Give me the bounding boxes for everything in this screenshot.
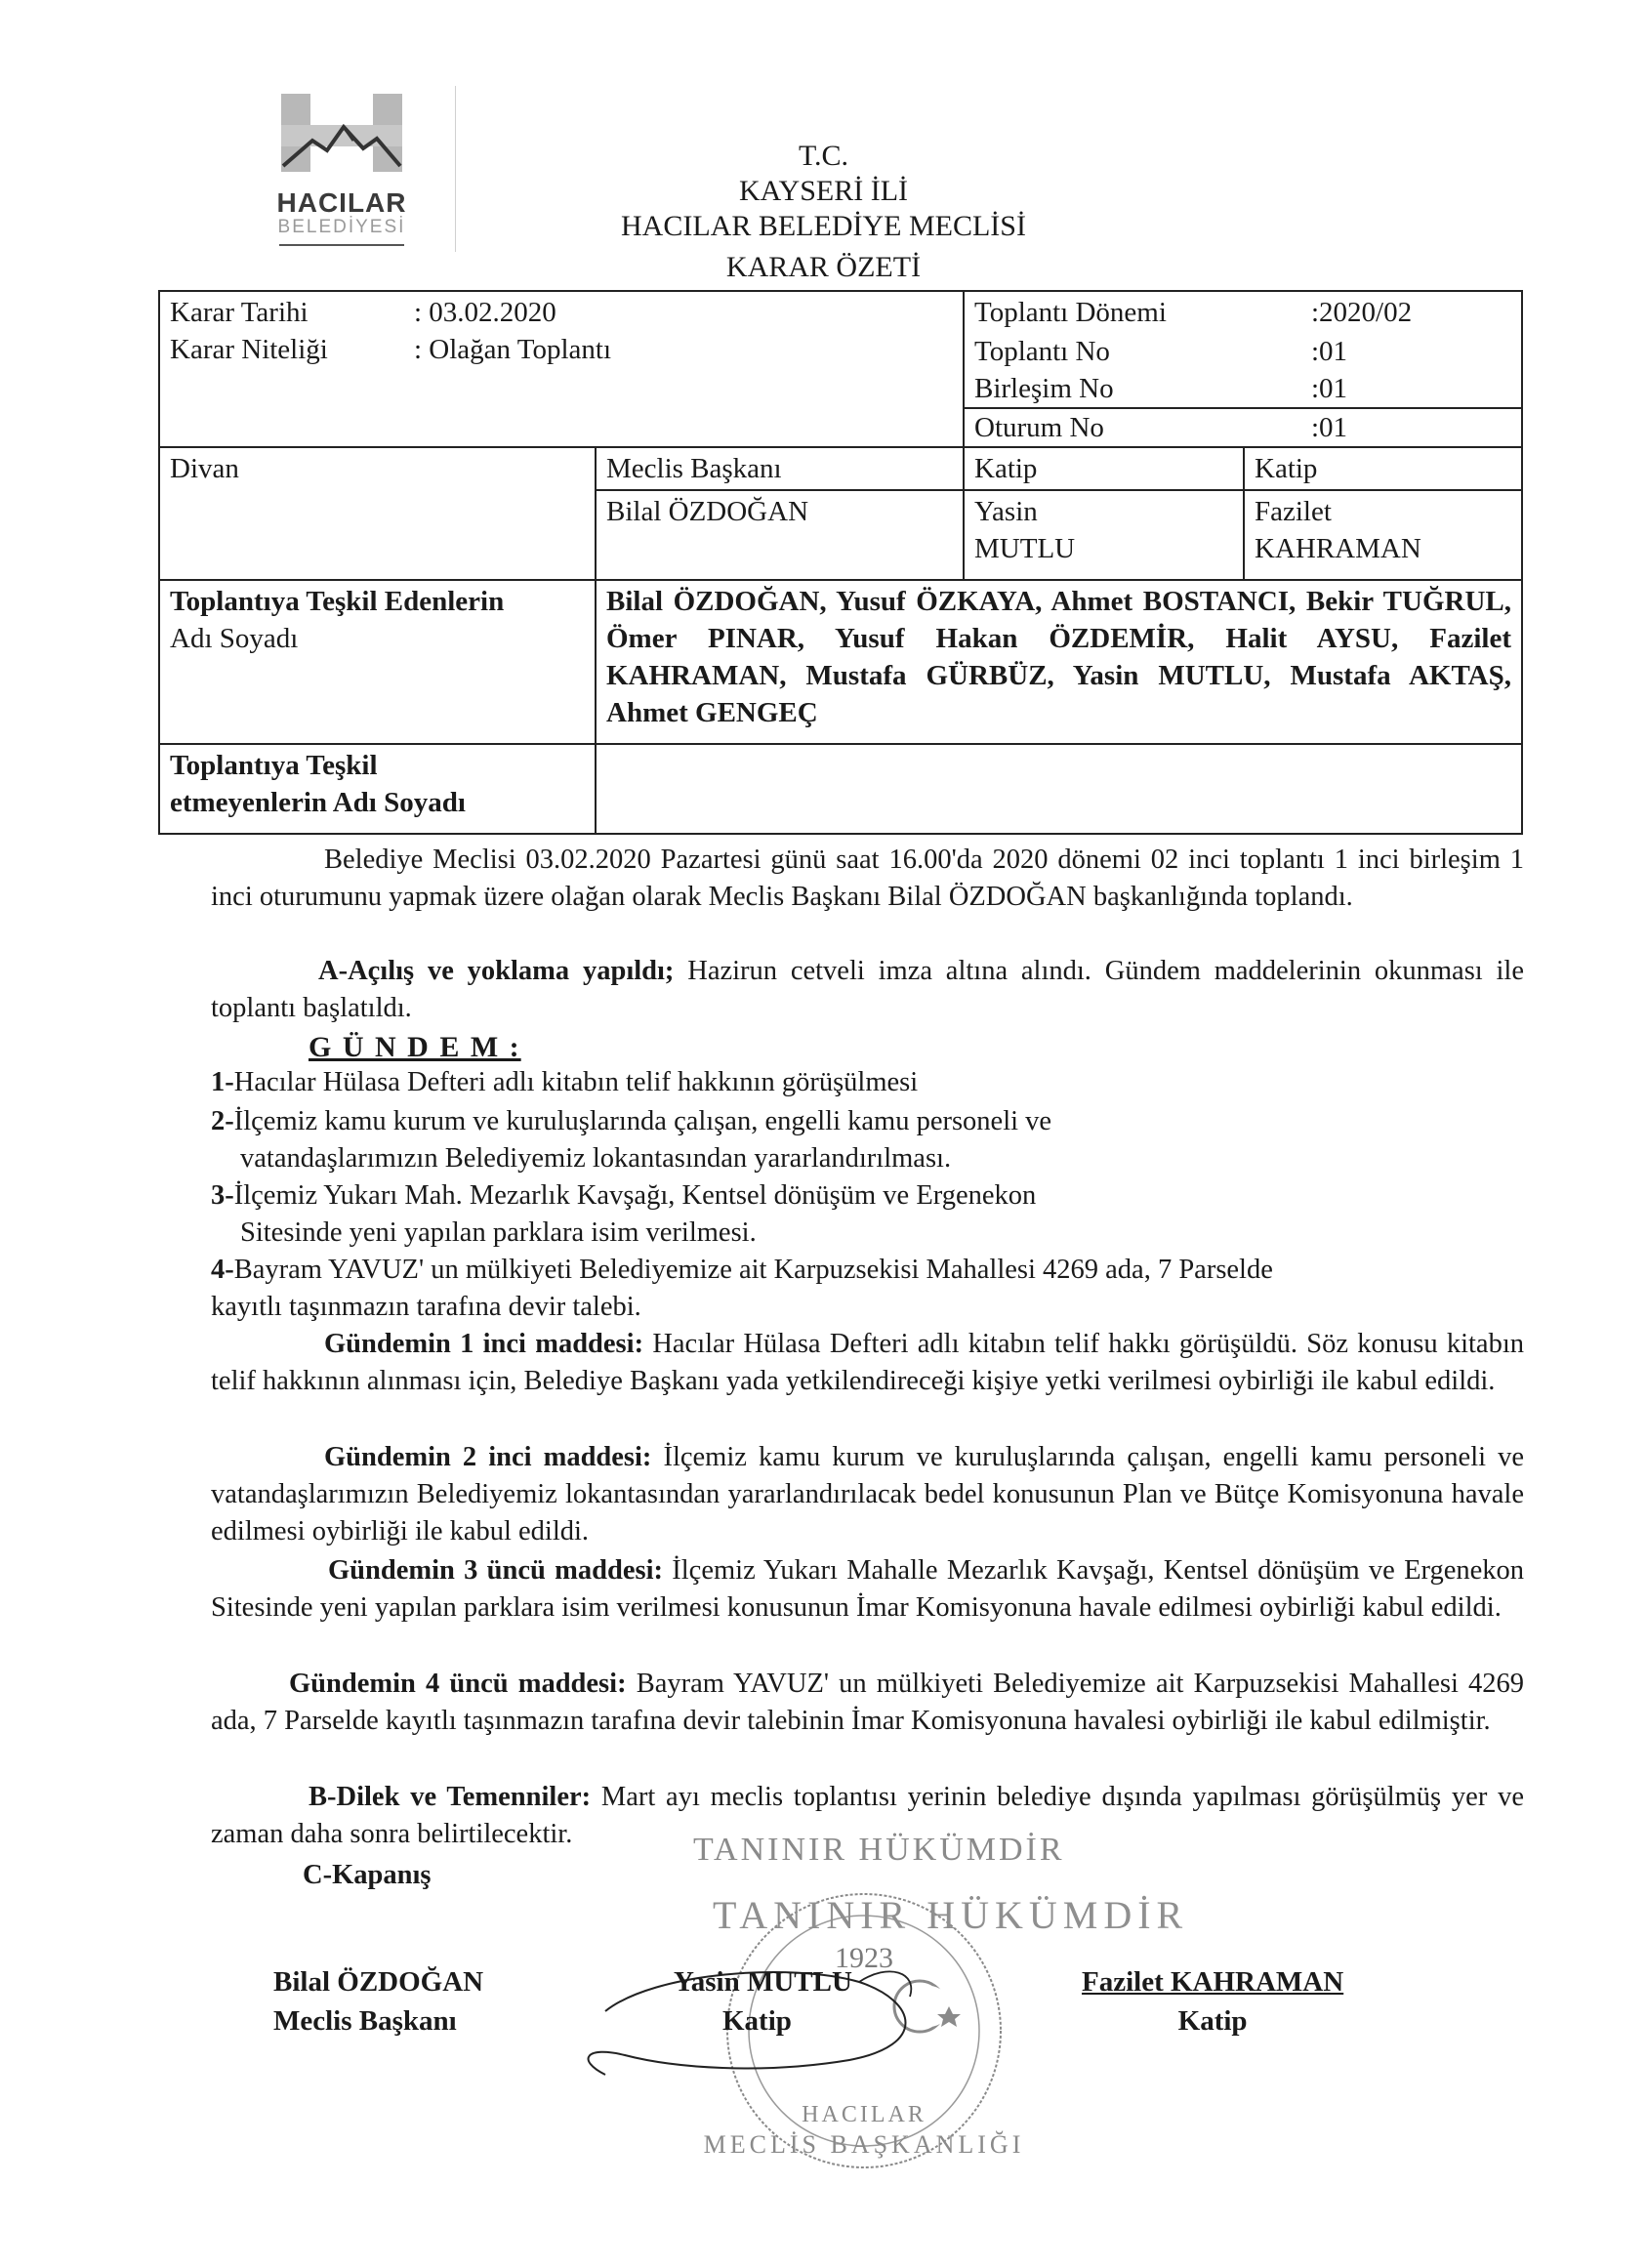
intro-paragraph: Belediye Meclisi 03.02.2020 Pazartesi günü saat 16.00'da 2020 dönemi 02 inci toplantı 1 inci birleşim 1 inci oturumunu yapmak üzere olağan olarak Meclis Başkanı Bilal ÖZDOĞAN başkanlığında toplandı. xyxy=(211,845,1524,912)
katip1-last: MUTLU xyxy=(974,533,1076,564)
toplanti-no-value: :01 xyxy=(1311,336,1348,367)
decision-4-paragraph xyxy=(211,1666,1524,1740)
agenda-item-2-num: 2- xyxy=(211,1106,234,1136)
oturum-label: Oturum No xyxy=(974,412,1104,443)
decision-2-text: İlçemiz kamu kurum ve kuruluşlarında çalışan, engelli kamu personeli ve vatandaşlarımızın Belediyemiz lokantasından yararlandırılacak bedel konusunun Plan ve Bütçe Komisyonuna havale edilmesi oybirliği ile kabul edildi. xyxy=(211,1442,1524,1546)
birlesim-value: :01 xyxy=(1311,373,1348,404)
decision-2-paragraph xyxy=(211,1439,1524,1550)
section-b-heading: B-Dilek ve Temenniler: xyxy=(309,1782,592,1812)
table-row-present xyxy=(159,580,1522,744)
logo-text-name: HACILAR xyxy=(276,187,407,218)
katip2-name-cell xyxy=(1244,490,1522,580)
decision-2-heading: Gündemin 2 inci maddesi: xyxy=(324,1442,652,1472)
katip2-title: Katip xyxy=(1244,447,1522,490)
decision-3-paragraph xyxy=(211,1552,1524,1627)
donem-label: Toplantı Dönemi xyxy=(974,297,1167,328)
agenda-item-1-text: Hacılar Hülasa Defteri adlı kitabın telif hakkının görüşülmesi xyxy=(233,1067,919,1097)
section-b-text: Mart ayı meclis toplantısı yerinin belediye dışında yapılması görüşülmüş yer ve zaman daha sonra belirtilecektir. xyxy=(211,1782,1524,1849)
absent-names xyxy=(596,744,1522,834)
stamp-arc-top-label: TANINIR HÜKÜMDİR xyxy=(713,1893,1189,1937)
absent-label-2: etmeyenlerin Adı Soyadı xyxy=(170,787,466,818)
agenda-item-4-text: Bayram YAVUZ' un mülkiyeti Belediyemize ait Karpuzsekisi Mahallesi 4269 ada, 7 Parselde xyxy=(233,1255,1273,1285)
katip2-first: Fazilet xyxy=(1255,496,1332,527)
stamp-bottom-text: MECLİS BAŞKANLIĞI xyxy=(703,2130,1025,2159)
donem-value: :2020/02 xyxy=(1311,297,1413,328)
header-doc-title: KARAR ÖZETİ xyxy=(725,251,922,283)
baskan-name: Bilal ÖZDOĞAN xyxy=(596,490,964,580)
meta-right-cell xyxy=(964,291,1522,447)
decision-1-paragraph xyxy=(211,1326,1524,1400)
karar-tarihi-value: : 03.02.2020 xyxy=(414,297,556,328)
header-council: HACILAR BELEDİYE MECLİSİ xyxy=(621,210,1026,242)
table-row-meta xyxy=(159,291,1522,447)
karar-niteligi-value: : Olağan Toplantı xyxy=(414,334,612,365)
table-row-absent xyxy=(159,744,1522,834)
agenda-item-2 xyxy=(211,1103,1051,1140)
stamp-top-text: TANINIR HÜKÜMDİR xyxy=(693,1832,1065,1868)
absent-label-cell xyxy=(159,744,596,834)
gundem-title: G Ü N D E M : xyxy=(309,1031,521,1063)
signature-baskan xyxy=(273,1962,483,2041)
agenda-item-1 xyxy=(211,1064,918,1101)
signature-katip-1 xyxy=(674,1962,852,2041)
logo-underline xyxy=(279,244,404,246)
decision-1-heading: Gündemin 1 inci maddesi: xyxy=(324,1329,644,1359)
section-a-paragraph xyxy=(211,953,1524,1027)
absent-label-1: Toplantıya Teşkil xyxy=(170,750,378,781)
agenda-item-3-cont: Sitesinde yeni yapılan parklara isim verilmesi. xyxy=(240,1217,757,1248)
section-a-heading: A-Açılış ve yoklama yapıldı; xyxy=(318,956,675,986)
signature-katip-2 xyxy=(1082,1962,1343,2041)
table-row-divan-titles xyxy=(159,447,1522,490)
agenda-item-2-cont: vatandaşlarımızın Belediyemiz lokantasından yararlandırılması. xyxy=(240,1143,952,1174)
baskan-title: Meclis Başkanı xyxy=(596,447,964,490)
header-province: KAYSERİ İLİ xyxy=(738,175,909,207)
signature-katip-1-title: Katip xyxy=(722,2005,792,2037)
signature-katip-1-name: Yasin MUTLU xyxy=(674,1966,852,1998)
section-a-text: Hazirun cetveli imza altına alındı. Gündem maddelerinin okunması ile toplantı başlatıldı. xyxy=(211,956,1524,1023)
decision-summary-table xyxy=(158,290,1523,835)
agenda-item-4-cont: kayıtlı taşınmazın tarafına devir talebi. xyxy=(211,1292,641,1322)
agenda-item-2-text: İlçemiz kamu kurum ve kuruluşlarında çalışan, engelli kamu personeli ve xyxy=(233,1106,1052,1136)
signature-katip-2-name: Fazilet KAHRAMAN xyxy=(1082,1966,1344,1998)
katip1-title: Katip xyxy=(964,447,1244,490)
katip1-name-cell xyxy=(964,490,1244,580)
present-label-2: Adı Soyadı xyxy=(170,623,299,654)
signature-baskan-title: Meclis Başkanı xyxy=(273,2005,457,2037)
stamp-arc-text-top xyxy=(683,1860,1189,1948)
oturum-value: :01 xyxy=(1311,412,1348,443)
signature-baskan-name: Bilal ÖZDOĞAN xyxy=(273,1966,484,1998)
section-c-heading: C-Kapanış xyxy=(303,1860,432,1890)
stamp-city-text: HACILAR xyxy=(802,2102,926,2127)
logo-text-sub: BELEDİYESİ xyxy=(277,217,406,237)
decision-3-text: İlçemiz Yukarı Mahalle Mezarlık Kavşağı, Kentsel dönüşüm ve Ergenekon Sitesinde yeni yapılan parklara isim verilmesi konusunun İmar Komisyonuna havale edilmesi oybirliği kabul edildi. xyxy=(211,1555,1525,1623)
present-label-1: Toplantıya Teşkil Edenlerin xyxy=(170,586,505,617)
katip1-first: Yasin xyxy=(974,496,1038,527)
agenda-item-1-num: 1- xyxy=(211,1067,234,1097)
agenda-item-4 xyxy=(211,1252,1273,1289)
decision-1-text: Hacılar Hülasa Defteri adlı kitabın telif hakkı görüşüldü. Söz konusu kitabın telif hakkının alınması için, Belediye Başkanı yada yetkilendireceği kişiye yetki verilmesi oybirliği ile kabul edildi. xyxy=(211,1329,1524,1396)
present-names: Bilal ÖZDOĞAN, Yusuf ÖZKAYA, Ahmet BOSTANCI, Bekir TUĞRUL, Ömer PINAR, Yusuf Hakan ÖZDEMİR, Halit AYSU, Fazilet KAHRAMAN, Mustafa GÜRBÜZ, Yasin MUTLU, Mustafa AKTAŞ, Ahmet GENGEÇ xyxy=(596,580,1522,744)
agenda-item-3 xyxy=(211,1177,1036,1215)
karar-niteligi-label: Karar Niteliği xyxy=(170,334,328,365)
meta-left-cell xyxy=(159,291,964,447)
divan-label: Divan xyxy=(159,447,596,580)
decision-4-heading: Gündemin 4 üncü maddesi: xyxy=(289,1669,627,1699)
agenda-item-3-num: 3- xyxy=(211,1180,234,1211)
toplanti-no-label: Toplantı No xyxy=(974,336,1110,367)
signature-katip-2-title: Katip xyxy=(1177,2005,1248,2037)
agenda-item-4-num: 4- xyxy=(211,1255,234,1285)
header-tc: T.C. xyxy=(798,140,849,172)
decision-4-text: Bayram YAVUZ' un mülkiyeti Belediyemize ait Karpuzsekisi Mahallesi 4269 ada, 7 Parselde kayıtlı taşınmazın tarafına devir talebinin İmar Komisyonuna havalesi oybirliği ile kabul edilmiştir. xyxy=(211,1669,1525,1736)
agenda-item-3-text: İlçemiz Yukarı Mah. Mezarlık Kavşağı, Kentsel dönüşüm ve Ergenekon xyxy=(233,1180,1037,1211)
present-label-cell xyxy=(159,580,596,744)
stamp-year: 1923 xyxy=(835,1942,893,1974)
katip2-last: KAHRAMAN xyxy=(1255,533,1421,564)
birlesim-label: Birleşim No xyxy=(974,373,1114,404)
karar-tarihi-label: Karar Tarihi xyxy=(170,297,309,328)
decision-3-heading: Gündemin 3 üncü maddesi: xyxy=(328,1555,663,1586)
